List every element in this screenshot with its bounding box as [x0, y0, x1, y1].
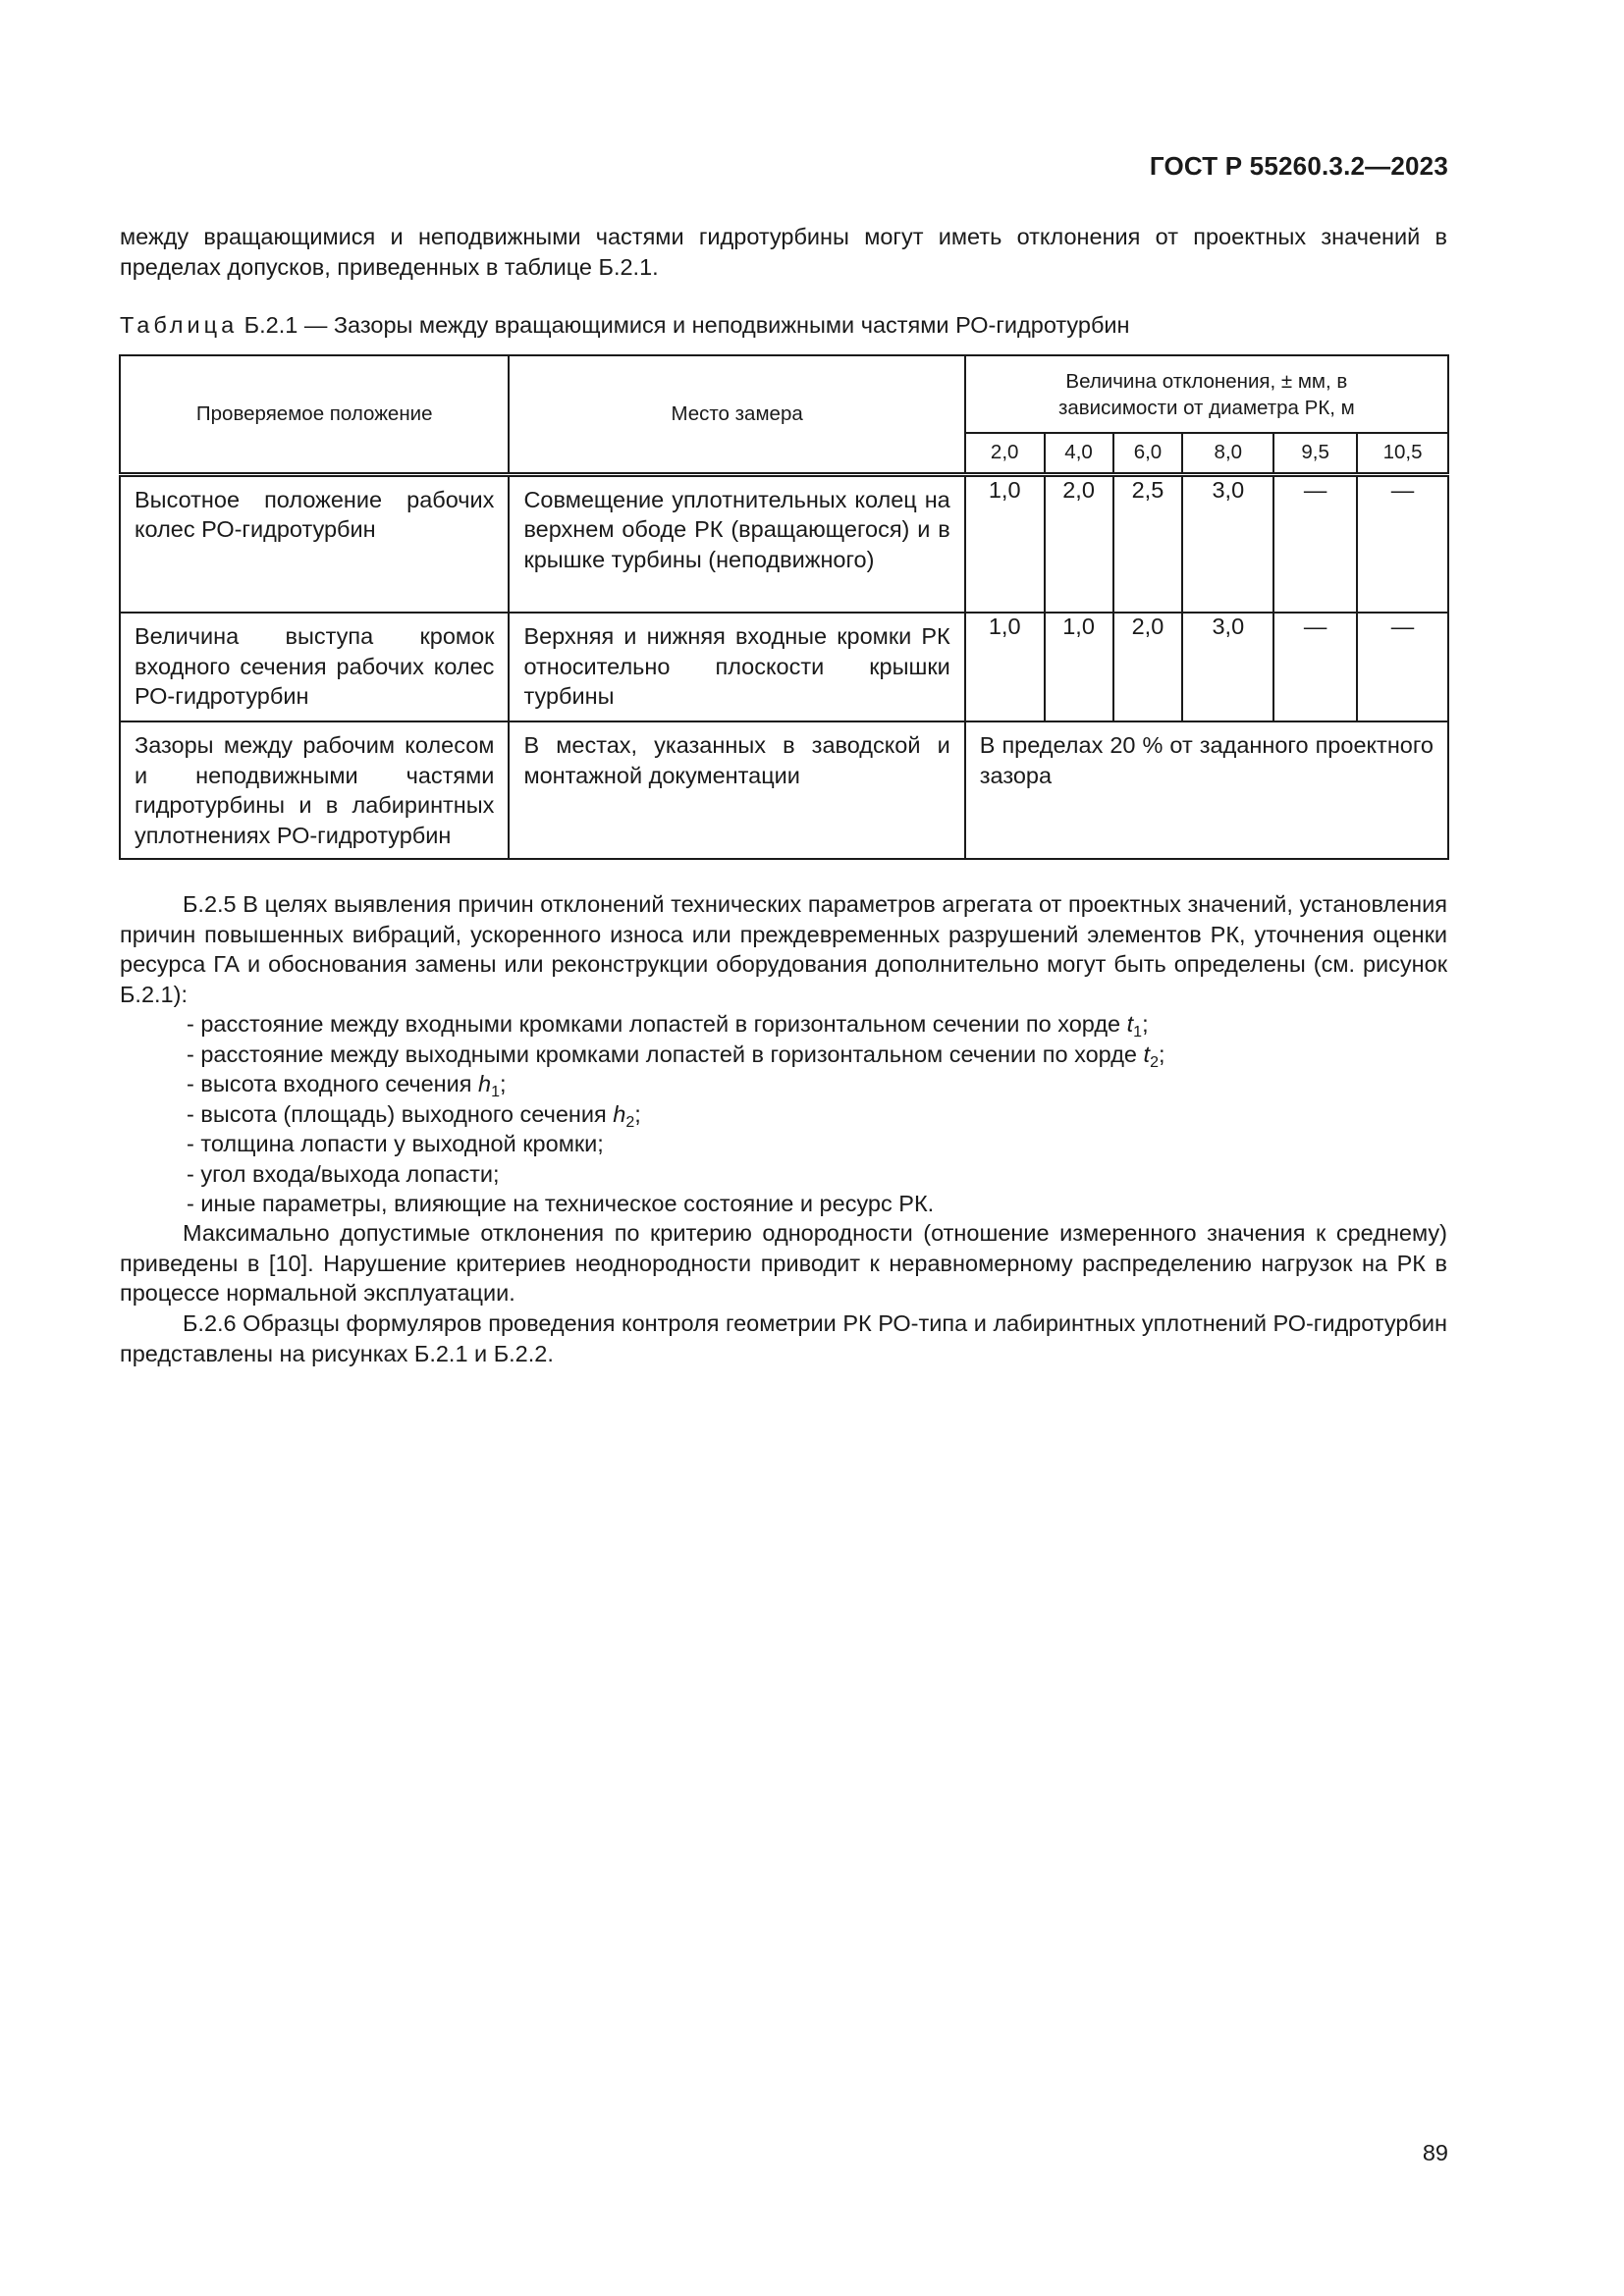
row-value: 2,0: [1113, 613, 1183, 721]
diameter-header: 6,0: [1113, 433, 1183, 474]
row-place: Совмещение уплотнительных колец на верхнем ободе РК (вращающегося) и в крышке турбины (неподвижного): [523, 486, 950, 572]
list-item: - толщина лопасти у выходной кромки;: [187, 1131, 604, 1156]
row-value: 2,0: [1045, 474, 1113, 613]
header-place: Место замера: [509, 355, 964, 474]
tolerance-table: [119, 354, 1449, 860]
list-item: - расстояние между выходными кромками лопастей в горизонтальном сечении по хорде $t_2$;: [187, 1041, 1165, 1071]
row-value: 1,0: [965, 613, 1045, 721]
row-value: 1,0: [1045, 613, 1113, 721]
table-row: [120, 613, 1448, 721]
diameter-header: 10,5: [1357, 433, 1448, 474]
row-value: 3,0: [1182, 613, 1273, 721]
row-value: —: [1357, 613, 1448, 721]
row-value: —: [1357, 474, 1448, 613]
list-item: - иные параметры, влияющие на техническое состояние и ресурс РК.: [187, 1191, 935, 1216]
row-value: 3,0: [1182, 474, 1273, 613]
document-id: ГОСТ Р 55260.3.2—2023: [1149, 151, 1448, 181]
parameter-list: [187, 1009, 1165, 1219]
table-caption: [120, 312, 1130, 339]
page-number: 89: [1422, 2140, 1448, 2165]
table-caption-prefix: Таблица: [120, 312, 239, 338]
row-place: В местах, указанных в заводской и монтажной документации: [523, 732, 950, 788]
paragraph-b26: Б.2.6 Образцы формуляров проведения контроля геометрии РК РО-типа и лабиринтных уплотнений РО-гидротурбин представлены на рисунках Б.2.1 и Б.2.2.: [120, 1310, 1447, 1366]
row-value: 2,5: [1113, 474, 1183, 613]
table-row: [120, 474, 1448, 613]
paragraph-max-deviation: Максимально допустимые отклонения по критерию однородности (отношение измеренного значения к среднему) приведены в [10]. Нарушение критериев неоднородности приводит к неравномерному распределению нагрузок на РК в процессе нормальной эксплуатации.: [120, 1220, 1447, 1306]
list-item: - высота (площадь) выходного сечения $h_2$;: [187, 1100, 641, 1131]
table-row: [120, 721, 1448, 859]
header-position: Проверяемое положение: [120, 355, 509, 474]
list-item: - высота входного сечения $h_1$;: [187, 1071, 507, 1100]
intro-paragraph: между вращающимися и неподвижными частями гидротурбины могут иметь отклонения от проектных значений в пределах допусков, приведенных в таблице Б.2.1.: [120, 224, 1447, 280]
list-item: - расстояние между входными кромками лопастей в горизонтальном сечении по хорде $t_1$;: [187, 1011, 1149, 1041]
row-value: 1,0: [965, 474, 1045, 613]
diameter-header: 2,0: [965, 433, 1045, 474]
header-deviation: Величина отклонения, ± мм, в зависимости от диаметра РК, м: [965, 355, 1448, 433]
row-position: Величина выступа кромок входного сечения рабочих колес РО-гидротурбин: [135, 623, 495, 709]
diameter-header: 9,5: [1273, 433, 1357, 474]
diameter-header: 4,0: [1045, 433, 1113, 474]
row-position: Высотное положение рабочих колес РО-гидротурбин: [135, 486, 495, 542]
table-caption-text: Б.2.1 — Зазоры между вращающимися и неподвижными частями РО-гидротурбин: [238, 312, 1130, 338]
row-value: —: [1273, 474, 1357, 613]
row-value: —: [1273, 613, 1357, 721]
diameter-header: 8,0: [1182, 433, 1273, 474]
list-item: - угол входа/выхода лопасти;: [187, 1160, 500, 1187]
row-merged-value: В пределах 20 % от заданного проектного зазора: [979, 732, 1434, 788]
row-place: Верхняя и нижняя входные кромки РК относительно плоскости крышки турбины: [523, 623, 950, 709]
row-position: Зазоры между рабочим колесом и неподвижными частями гидротурбины и в лабиринтных уплотнениях РО-гидротурбин: [135, 732, 495, 848]
paragraph-b25: Б.2.5 В целях выявления причин отклонений технических параметров агрегата от проектных значений, установления причин повышенных вибраций, ускоренного износа или преждевременных разрушений элементов РК, уточнения оценки ресурса ГА и обоснования замены или реконструкции оборудования дополнительно могут быть определены (см. рисунок Б.2.1):: [120, 891, 1447, 1007]
